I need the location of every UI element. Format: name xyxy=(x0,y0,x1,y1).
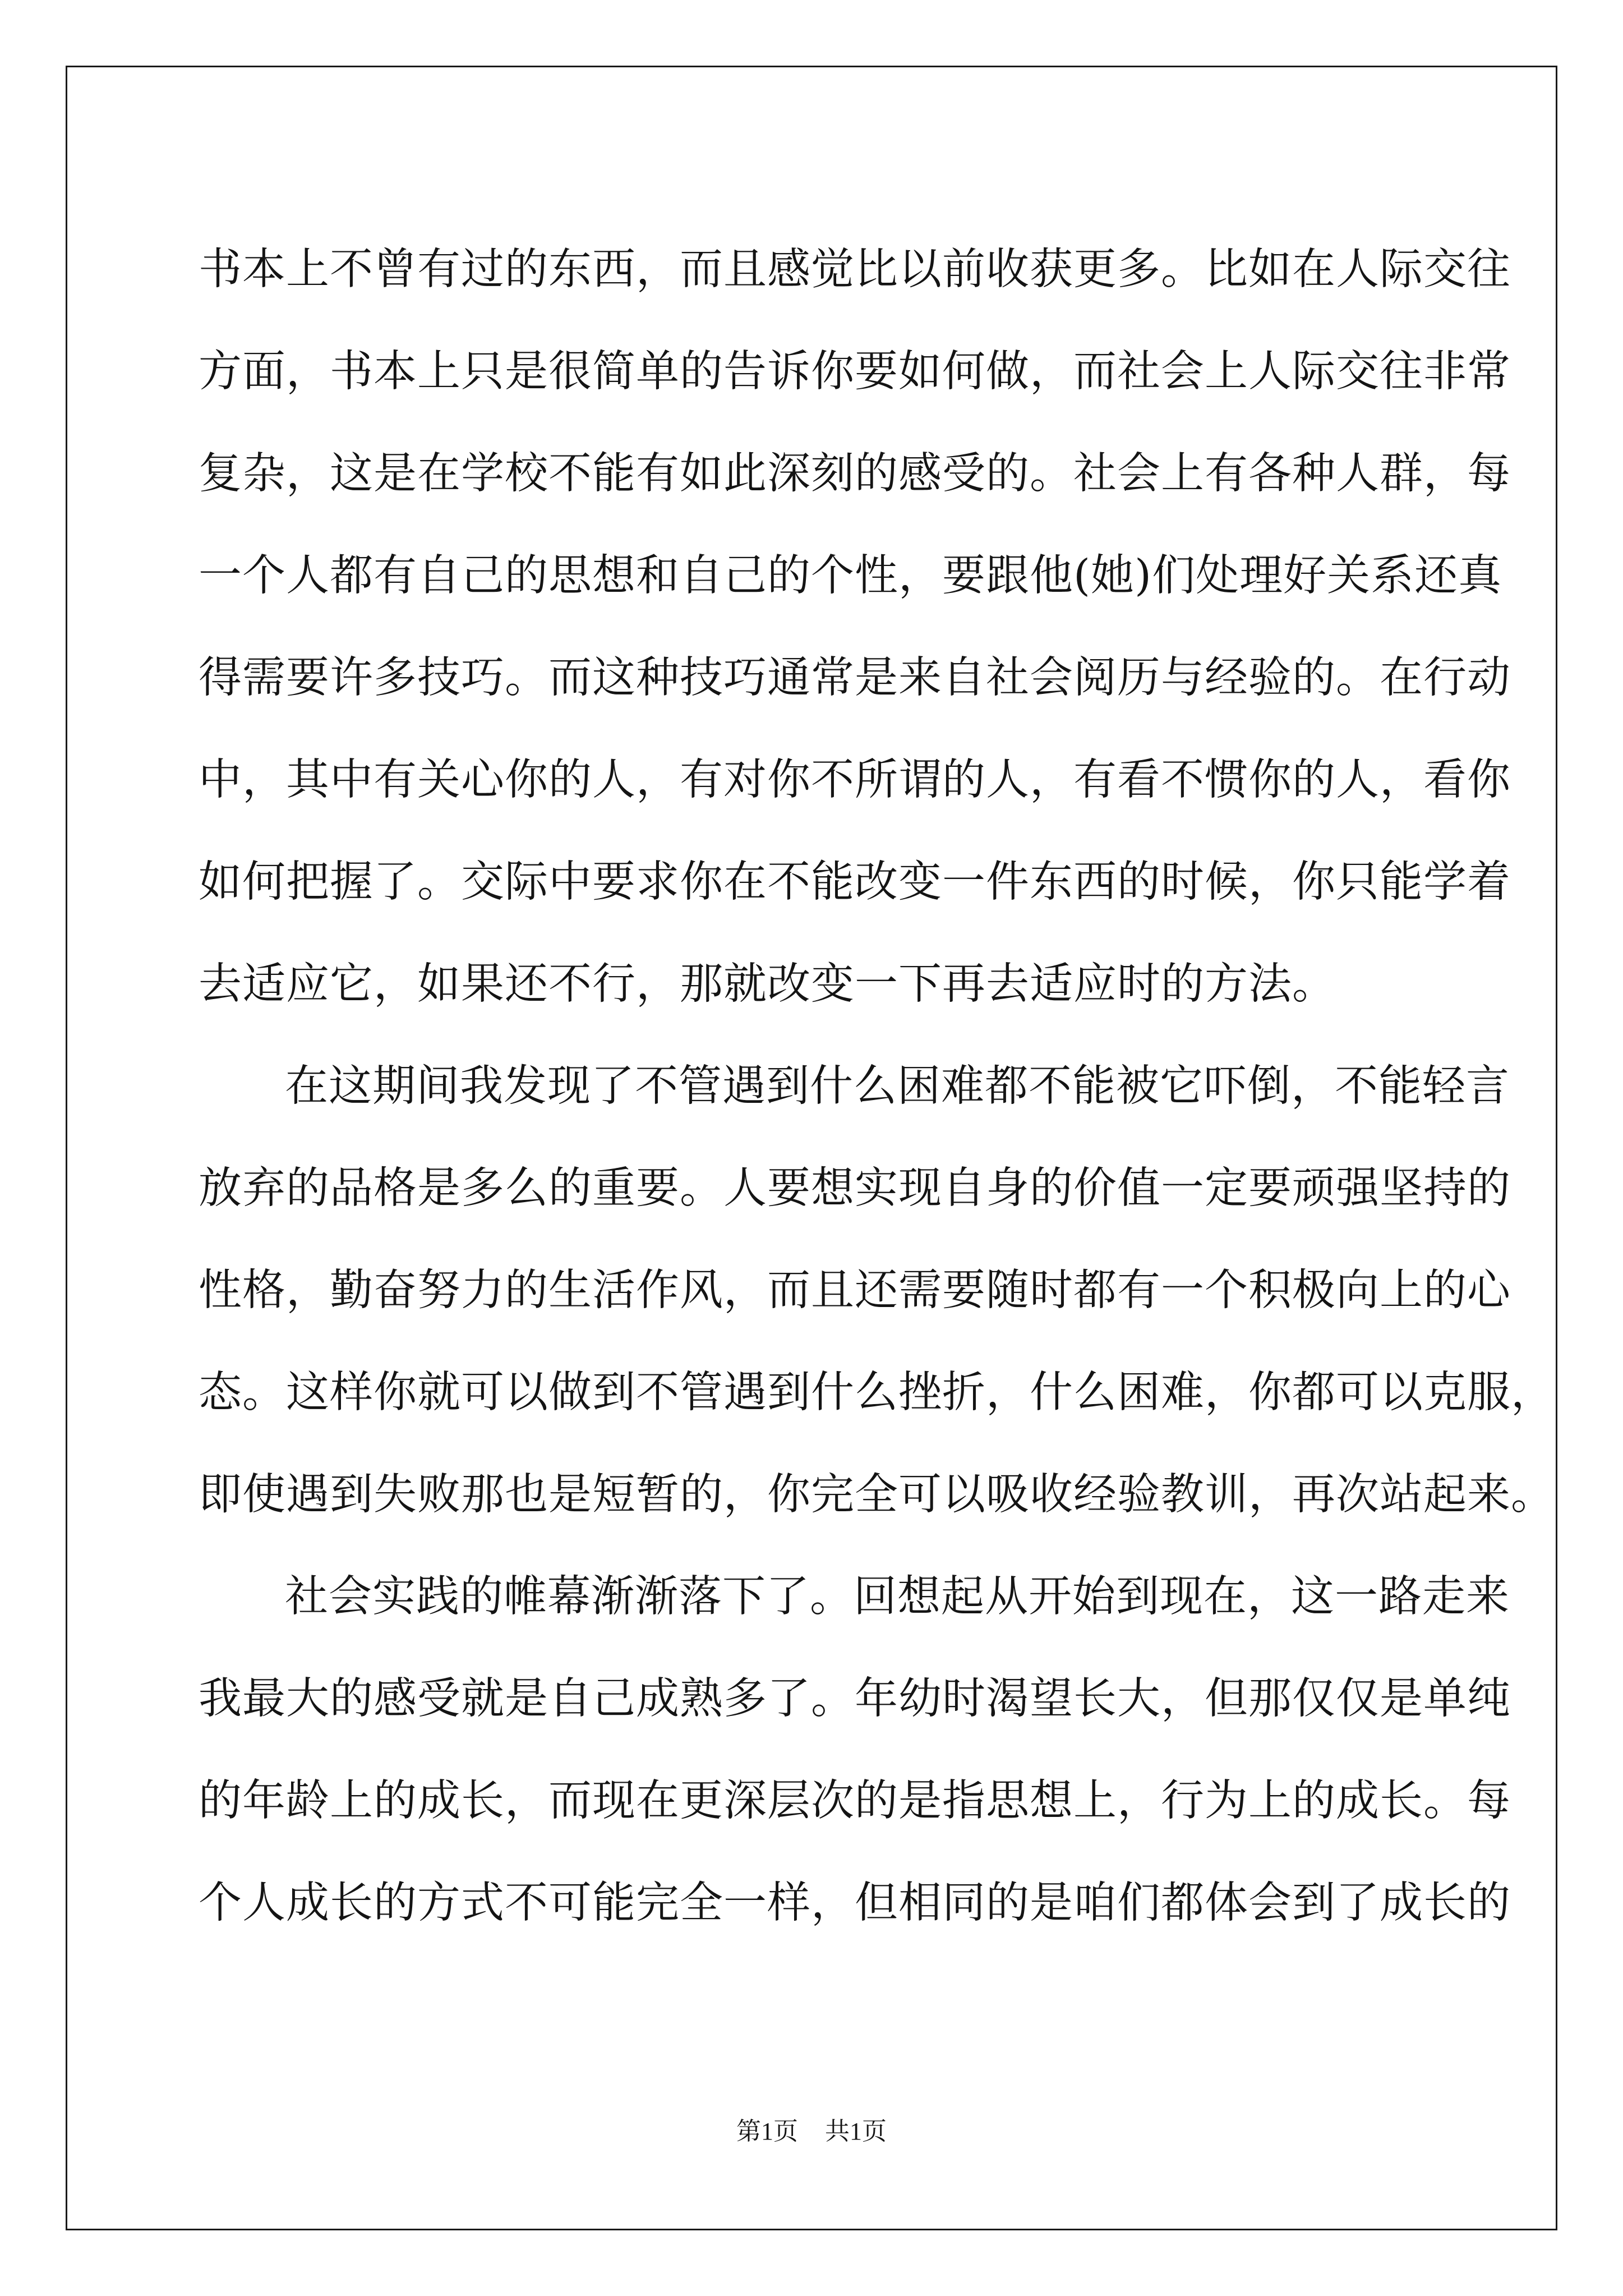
document-body xyxy=(199,219,1555,1954)
text-line: 中，其中有关心你的人，有对你不所谓的人，有看不惯你的人，看你 xyxy=(199,755,1511,805)
text-line: 性格，勤奋努力的生活作风，而且还需要随时都有一个积极向上的心 xyxy=(199,1266,1511,1315)
page-footer xyxy=(0,2115,1623,2148)
text-line: 我最大的感受就是自己成熟多了。年幼时渴望长大，但那仅仅是单纯 xyxy=(199,1674,1511,1724)
text-line: 即使遇到失败那也是短暂的，你完全可以吸收经验教训，再次站起来。 xyxy=(199,1470,1555,1520)
text-line: 态。这样你就可以做到不管遇到什么挫折，什么困难，你都可以克服， xyxy=(199,1368,1555,1418)
text-line: 社会实践的帷幕渐渐落下了。回想起从开始到现在，这一路走来 xyxy=(285,1572,1510,1622)
text-line: 的年龄上的成长，而现在更深层次的是指思想上，行为上的成长。每 xyxy=(199,1776,1511,1826)
text-line: 如何把握了。交际中要求你在不能改变一件东西的时候，你只能学着 xyxy=(199,857,1511,907)
text-line: 去适应它，如果还不行，那就改变一下再去适应时的方法。 xyxy=(199,959,1336,1009)
text-line: 书本上不曾有过的东西，而且感觉比以前收获更多。比如在人际交往 xyxy=(199,245,1511,295)
text-line: 得需要许多技巧。而这种技巧通常是来自社会阅历与经验的。在行动 xyxy=(199,653,1511,703)
text-line: 复杂，这是在学校不能有如此深刻的感受的。社会上有各种人群，每 xyxy=(199,449,1511,499)
text-line: 放弃的品格是多么的重要。人要想实现自身的价值一定要顽强坚持的 xyxy=(199,1163,1511,1213)
page-number-total: 共1页 xyxy=(825,2118,887,2145)
text-line: 个人成长的方式不可能完全一样，但相同的是咱们都体会到了成长的 xyxy=(199,1878,1511,1928)
page-number-current: 第1页 xyxy=(736,2118,798,2145)
text-line: 一个人都有自己的思想和自己的个性，要跟他(她)们处理好关系还真 xyxy=(199,551,1502,601)
text-line: 方面，书本上只是很简单的告诉你要如何做，而社会上人际交往非常 xyxy=(199,347,1511,397)
text-line: 在这期间我发现了不管遇到什么困难都不能被它吓倒，不能轻言 xyxy=(285,1061,1510,1111)
